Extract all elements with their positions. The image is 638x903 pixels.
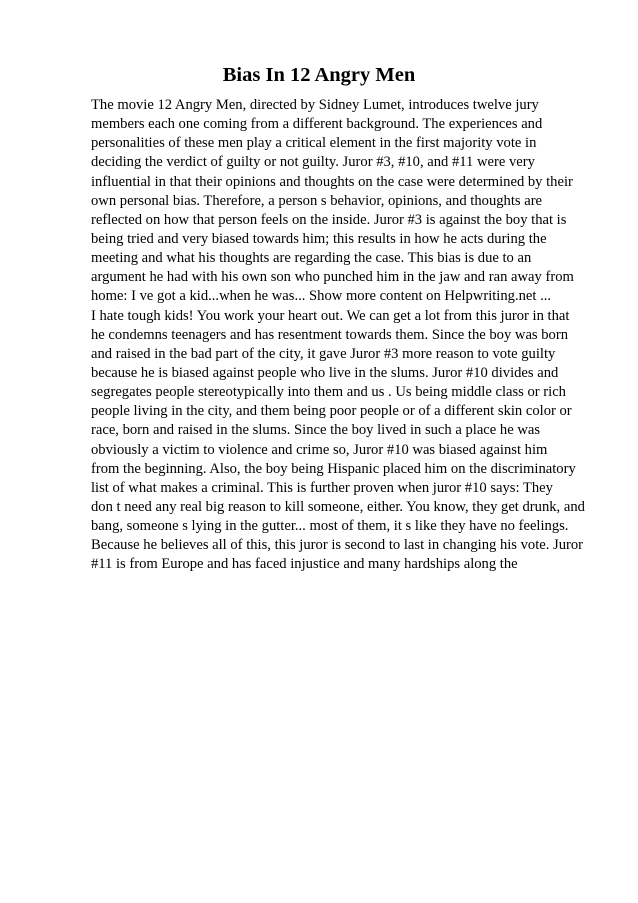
body-line: argument he had with his own son who punched him in the jaw and ran away from xyxy=(91,269,574,286)
body-line: The movie 12 Angry Men, directed by Sidney Lumet, introduces twelve jury xyxy=(91,97,539,113)
body-line: being tried and very biased towards him; this results in how he acts during the xyxy=(91,230,547,247)
body-line: because he is biased against people who live in the slums. Juror #10 divides and xyxy=(91,364,559,381)
body-line: personalities of these men play a critical element in the first majority vote in xyxy=(91,135,537,152)
body-line: influential in that their opinions and thoughts on the case were determined by their xyxy=(91,173,573,190)
body-line: home: I ve got a kid...when he was... Show more content on Helpwriting.net ... xyxy=(91,288,552,305)
body-line: Because he believes all of this, this juror is second to last in changing his vote. Juror xyxy=(91,537,584,554)
body-line: I hate tough kids! You work your heart out. We can get a lot from this juror in that xyxy=(91,307,570,324)
body-line: bang, someone s lying in the gutter... most of them, it s like they have no feelings. xyxy=(91,518,569,535)
body-line: list of what makes a criminal. This is further proven when juror #10 says: They xyxy=(91,479,553,496)
body-line: own personal bias. Therefore, a person s behavior, opinions, and thoughts are xyxy=(91,192,543,209)
body-line: obviously a victim to violence and crime so, Juror #10 was biased against him xyxy=(91,441,548,458)
body-line: don t need any real big reason to kill someone, either. You know, they get drunk, and xyxy=(91,498,585,515)
body-line: race, born and raised in the slums. Since the boy lived in such a place he was xyxy=(91,422,541,439)
body-line: segregates people stereotypically into them and us . Us being middle class or rich xyxy=(91,384,566,401)
body-line: from the beginning. Also, the boy being Hispanic placed him on the discriminatory xyxy=(91,460,576,477)
body-line: and raised in the bad part of the city, it gave Juror #3 more reason to vote guilty xyxy=(91,345,556,362)
body-line: members each one coming from a different background. The experiences and xyxy=(91,116,543,133)
body-line: meeting and what his thoughts are regarding the case. This bias is due to an xyxy=(91,250,532,267)
body-line: deciding the verdict of guilty or not guilty. Juror #3, #10, and #11 were very xyxy=(91,154,535,171)
document-title: Bias In 12 Angry Men xyxy=(222,64,416,86)
body-line: reflected on how that person feels on the inside. Juror #3 is against the boy that is xyxy=(91,211,567,228)
body-line: he condemns teenagers and has resentment towards them. Since the boy was born xyxy=(91,326,568,343)
document-body xyxy=(91,96,631,575)
body-line: #11 is from Europe and has faced injustice and many hardships along the xyxy=(91,556,518,573)
body-line: people living in the city, and them being poor people or of a different skin color or xyxy=(91,403,572,420)
